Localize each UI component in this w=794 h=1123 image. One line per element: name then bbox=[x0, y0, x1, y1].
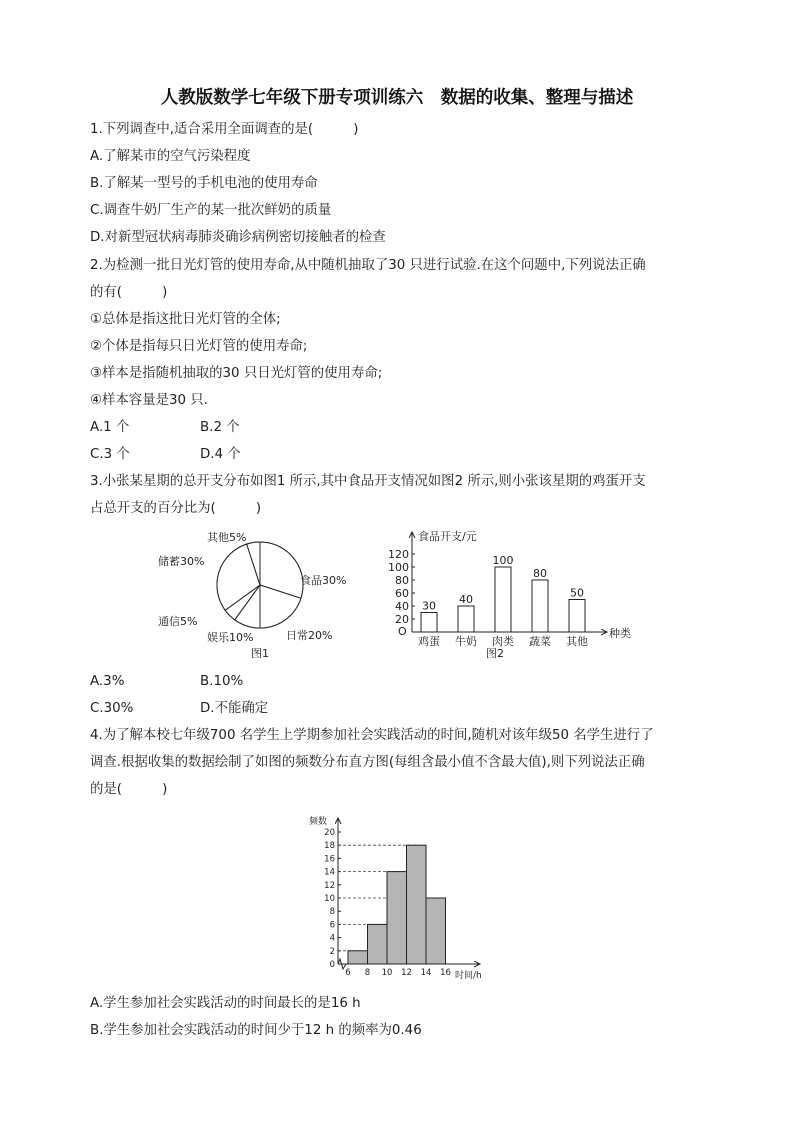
pie-label-daily: 日常20% bbox=[286, 629, 333, 642]
q2-statement-1: ①总体是指这批日光灯管的全体; bbox=[90, 312, 281, 327]
fig2-bar bbox=[532, 580, 548, 632]
hist-x-tick-label: 16 bbox=[440, 968, 451, 978]
hist-y-tick-label: 20 bbox=[324, 828, 335, 838]
hist-bar bbox=[387, 872, 407, 964]
pie-label-other: 其他5% bbox=[207, 531, 247, 544]
q3-option-c: C.30% bbox=[90, 701, 134, 716]
fig2-y-tick-label: 60 bbox=[395, 587, 409, 600]
q2-statement-2: ②个体是指每只日光灯管的使用寿命; bbox=[90, 339, 308, 354]
q2-option-d: D.4 个 bbox=[200, 447, 241, 462]
q1-option-c: C.调查牛奶厂生产的某一批次鲜奶的质量 bbox=[90, 203, 332, 218]
fig2-bar bbox=[458, 606, 474, 632]
q3-option-a: A.3% bbox=[90, 674, 125, 689]
hist-y-tick-label: 10 bbox=[324, 894, 335, 904]
q4-stem-line2: 调查.根据收集的数据绘制了如图的频数分布直方图(每组含最小值不含最大值),则下列说法正确 bbox=[90, 755, 645, 770]
hist-bar bbox=[368, 924, 388, 964]
hist-bar bbox=[348, 951, 368, 964]
q4-option-a: A.学生参加社会实践活动的时间最长的是16 h bbox=[90, 996, 361, 1011]
fig2-category-label: 肉类 bbox=[492, 635, 514, 648]
fig2-bar-value-label: 80 bbox=[533, 567, 547, 580]
hist-y-tick-label: 12 bbox=[324, 880, 335, 891]
hist-y-tick-label: 8 bbox=[329, 907, 335, 918]
fig2-bars bbox=[418, 554, 588, 648]
q4-option-b: B.学生参加社会实践活动的时间少于12 h 的频率为0.46 bbox=[90, 1023, 422, 1038]
fig2-y-axis-label: 食品开支/元 bbox=[418, 530, 477, 543]
hist-y-tick-label: 16 bbox=[324, 854, 335, 865]
page-title: 人教版数学七年级下册专项训练六 数据的收集、整理与描述 bbox=[160, 88, 634, 108]
fig2-y-tick-label: 80 bbox=[395, 574, 409, 587]
fig2-bar-value-label: 30 bbox=[422, 599, 436, 613]
pie-label-savings: 储蓄30% bbox=[158, 555, 205, 568]
hist-x-tick-label: 12 bbox=[401, 968, 412, 978]
fig2-category-label: 牛奶 bbox=[455, 635, 477, 648]
q4-stem-line3: 的是( ) bbox=[90, 782, 168, 797]
fig2-bar bbox=[495, 567, 511, 632]
q1-stem: 1.下列调查中,适合采用全面调查的是( ) bbox=[90, 122, 359, 137]
q4-stem-line1: 4.为了解本校七年级700 名学生上学期参加社会实践活动的时间,随机对该年级50 名学生进行了 bbox=[90, 728, 654, 743]
q2-options-row2 bbox=[90, 445, 241, 465]
hist-y-tick-label: 14 bbox=[324, 867, 335, 878]
hist-x-tick-label: 14 bbox=[420, 968, 432, 978]
histogram-figure bbox=[300, 812, 500, 982]
hist-bars bbox=[348, 845, 446, 964]
hist-bar bbox=[407, 845, 427, 964]
fig2-category-label: 其他 bbox=[566, 635, 588, 648]
hist-y-axis-label: 频数 bbox=[309, 817, 328, 827]
figure1-caption: 图1 bbox=[251, 647, 269, 660]
q2-statement-4: ④样本容量是30 只. bbox=[90, 393, 208, 408]
fig2-x-axis-label: 种类 bbox=[609, 627, 631, 640]
hist-x-tick-label: 10 bbox=[381, 968, 393, 978]
q3-option-b: B.10% bbox=[200, 674, 244, 689]
q1-option-a: A.了解某市的空气污染程度 bbox=[90, 149, 251, 164]
hist-bar bbox=[426, 898, 446, 964]
figure2-caption: 图2 bbox=[486, 647, 504, 660]
q3-options-row1 bbox=[90, 672, 243, 692]
fig2-bar bbox=[421, 613, 437, 633]
hist-y-tick-label: 4 bbox=[329, 933, 335, 944]
fig2-bar bbox=[569, 600, 585, 633]
hist-x-tick-label: 6 bbox=[345, 968, 351, 978]
hist-y-tick-label: 0 bbox=[329, 960, 335, 970]
q2-stem-line1: 2.为检测一批日光灯管的使用寿命,从中随机抽取了30 只进行试验.在这个问题中,下列说法正确 bbox=[90, 258, 646, 273]
q1-option-d: D.对新型冠状病毒肺炎确诊病例密切接触者的检查 bbox=[90, 230, 386, 245]
pie-chart-figure1 bbox=[150, 527, 370, 662]
q3-stem-line1: 3.小张某星期的总开支分布如图1 所示,其中食品开支情况如图2 所示,则小张该星期的鸡蛋开支 bbox=[90, 474, 646, 489]
fig2-y-tick-label: 100 bbox=[388, 561, 409, 574]
hist-y-tick-label: 2 bbox=[329, 946, 335, 957]
fig2-category-label: 蔬菜 bbox=[529, 635, 551, 648]
fig2-y-tick-label: 120 bbox=[388, 548, 409, 561]
hist-x-tick-label: 8 bbox=[364, 968, 371, 978]
fig2-category-label: 鸡蛋 bbox=[418, 635, 440, 648]
q2-option-b: B.2 个 bbox=[200, 420, 240, 435]
fig2-bar-value-label: 40 bbox=[459, 593, 473, 606]
fig2-y-tick-label: 20 bbox=[395, 613, 409, 626]
q2-option-a: A.1 个 bbox=[90, 420, 130, 435]
pie-label-entertainment: 娱乐10% bbox=[207, 631, 254, 644]
pie-label-communication: 通信5% bbox=[158, 615, 198, 628]
pie-label-food: 食品30% bbox=[300, 574, 347, 587]
fig2-y-tick-label: 40 bbox=[395, 600, 409, 613]
q2-statement-3: ③样本是指随机抽取的30 只日光灯管的使用寿命; bbox=[90, 366, 383, 381]
hist-x-axis-label: 时间/h bbox=[455, 971, 482, 981]
fig2-y-ticks bbox=[388, 548, 415, 626]
pie-slices bbox=[217, 542, 303, 628]
fig2-origin-label: O bbox=[398, 625, 407, 638]
q3-options-row2 bbox=[90, 699, 268, 719]
q3-option-d: D.不能确定 bbox=[200, 701, 269, 716]
q3-stem-line2: 占总开支的百分比为( ) bbox=[90, 501, 262, 516]
fig2-bar-value-label: 50 bbox=[570, 586, 584, 600]
fig2-bar-value-label: 100 bbox=[492, 554, 514, 567]
bar-chart-figure2 bbox=[385, 527, 650, 662]
q2-options-row1 bbox=[90, 418, 240, 438]
hist-y-tick-label: 18 bbox=[324, 841, 335, 852]
q1-option-b: B.了解某一型号的手机电池的使用寿命 bbox=[90, 176, 318, 191]
hist-y-tick-label: 6 bbox=[329, 920, 335, 931]
q2-stem-line2: 的有( ) bbox=[90, 285, 168, 300]
q2-option-c: C.3 个 bbox=[90, 447, 130, 462]
